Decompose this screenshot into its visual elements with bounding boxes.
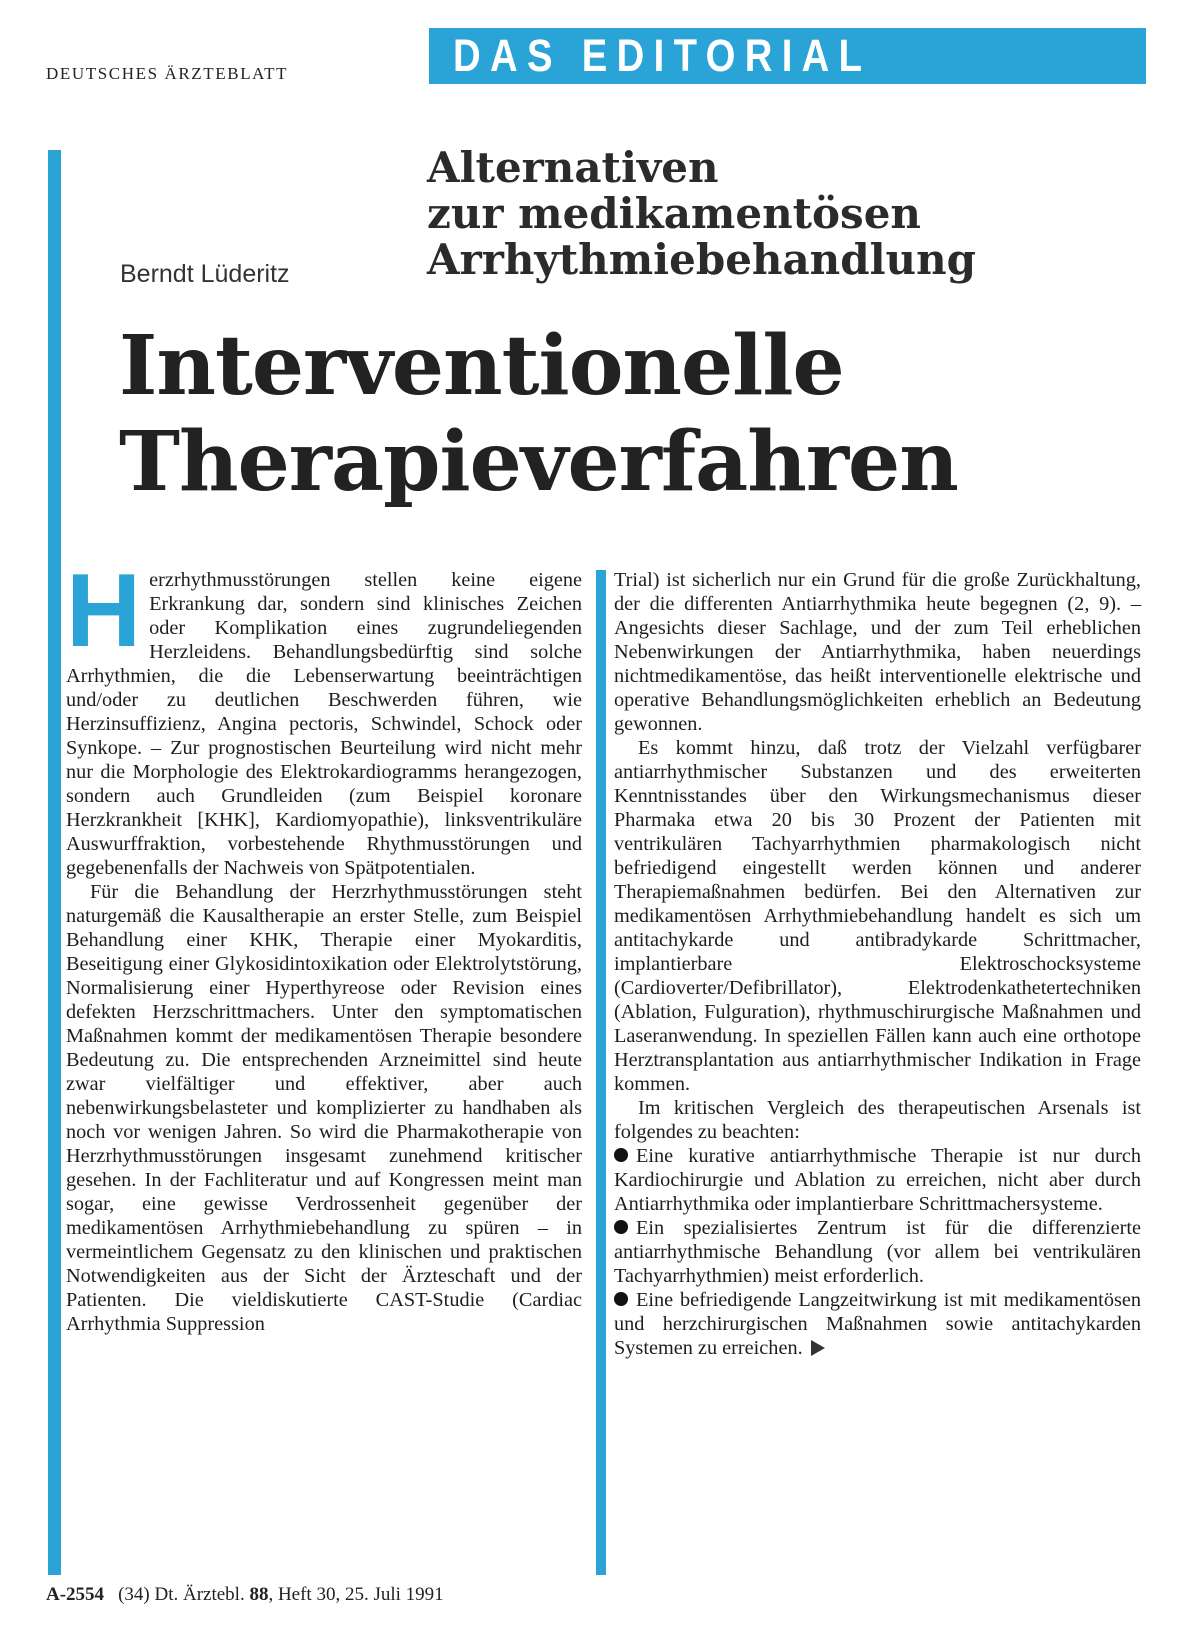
article-subtitle bbox=[427, 145, 976, 283]
title-line: Therapieverfahren bbox=[119, 414, 958, 510]
drop-cap: H bbox=[66, 553, 142, 669]
page-footer bbox=[46, 1584, 444, 1606]
paragraph: Trial) ist sicherlich nur ein Grund für die große Zurückhaltung, der die differenten Antiarrhythmika heute begegnen (2, 9). – Angesichts dieser Sachlage, und der zum Teil erheblichen Nebenwirkungen der Antiarrhythmika, haben neuerdings nichtmedikamentöse, das heißt interventionelle elektrische und operative Behandlungsmöglichkeiten erheblich an Bedeutung gewonnen. bbox=[614, 569, 1141, 735]
paragraph: Es kommt hinzu, daß trotz der Vielzahl verfügbarer antiarrhythmischer Substanzen und des erweiterten Kenntnisstandes über den Wirkungsmechanismus dieser Pharmaka etwa 20 bis 30 Prozent der Patienten mit ventrikulären Tachyarrhythmien pharmakologisch nicht befriedigend eingestellt werden können und anderer Therapiemaßnahmen bedürfen. Bei den Alternativen zur medikamentösen Arrhythmiebehandlung handelt es sich um antitachykarde und antibradykarde Schrittmacher, implantierbare Elektroschocksysteme (Cardioverter/Defibrillator), Elektrodenkathetertechniken (Ablation, Fulguration), rhythmuschirurgische Maßnahmen und Laseranwendung. In speziellen Fällen kann auch eine orthotope Herztransplantation aus antiarrhythmischer Indikation in Frage kommen. bbox=[614, 737, 1141, 1095]
bullet-item bbox=[614, 1144, 1141, 1216]
citation-suffix: , Heft 30, 25. Juli 1991 bbox=[268, 1584, 444, 1605]
subtitle-line: Alternativen bbox=[427, 143, 719, 192]
page-number: A-2554 bbox=[46, 1584, 105, 1605]
paragraph-text: erzrhythmusstörungen stellen keine eigene Erkrankung dar, sondern sind klinisches Zeichen oder Komplikation eines zugrundeliegenden Herzleidens. Behandlungsbedürftig sind solche Arrhythmien, die die Lebenserwartung beeinträchtigen und/oder zu deutlichen Beschwerden führen, wie Herzinsuffizienz, Angina pectoris, Schwindel, Schock oder Synkope. – Zur prognostischen Beurteilung wird nicht mehr nur die Morphologie des Elektrokardiogramms herangezogen, sondern auch Grundleiden (zum Beispiel koronare Herzkrankheit [KHK], Kardiomyopathie), linksventrikuläre Auswurffraktion, vorbestehende Rhythmusstörungen und gegebenenfalls der Nachweis von Spätpotentialen. bbox=[66, 569, 582, 879]
bullet-item bbox=[614, 1216, 1141, 1288]
bullet-text: Eine befriedigende Langzeitwirkung ist mit medikamentösen und herzchirurgischen Maßnahmen sowie antitachykarden Systemen zu erreichen. bbox=[614, 1289, 1141, 1359]
bullet-text: Ein spezialisiertes Zentrum ist für die differenzierte antiarrhythmische Behandlung (vor allem bei ventrikulären Tachyarrhythmien) meist erforderlich. bbox=[614, 1217, 1141, 1287]
continue-triangle-icon bbox=[811, 1340, 825, 1356]
title-line: Interventionelle bbox=[119, 318, 844, 414]
paragraph: Im kritischen Vergleich des therapeutischen Arsenals ist folgendes zu beachten: bbox=[614, 1097, 1141, 1143]
bullet-item bbox=[614, 1288, 1141, 1360]
left-accent-bar bbox=[48, 150, 61, 1575]
subtitle-line: Arrhythmiebehandlung bbox=[427, 235, 976, 284]
paragraph bbox=[66, 553, 582, 880]
bullet-icon bbox=[614, 1292, 628, 1306]
citation-prefix: (34) Dt. Ärztebl. bbox=[118, 1584, 245, 1605]
author-name: Berndt Lüderitz bbox=[120, 260, 290, 288]
subtitle-line: zur medikamentösen bbox=[427, 189, 921, 238]
paragraph: Für die Behandlung der Herzrhythmusstörungen steht naturgemäß die Kausaltherapie an erster Stelle, zum Beispiel Behandlung einer KHK, Therapie einer Myokarditis, Beseitigung einer Glykosidintoxikation oder Elektrolytstörung, Normalisierung einer Hyperthyreose oder Revision eines defekten Herzschrittmachers. Unter den symptomatischen Maßnahmen kommt der medikamentösen Therapie besondere Bedeutung zu. Die entsprechenden Arzneimittel sind heute zwar vielfältiger und effektiver, aber auch nebenwirkungsbelasteter und komplizierter zu handhaben als noch vor wenigen Jahren. So wird die Pharmakotherapie von Herzrhythmusstörungen insgesamt zunehmend kritischer gesehen. In der Fachliteratur und auf Kongressen meint man sogar, eine gewisse Verdrossenheit gegenüber der medikamentösen Arrhythmiebehandlung zu spüren – in vermeintlichem Gegensatz zu den klinischen und praktischen Notwendigkeiten aus der Sicht der Ärzteschaft und der Patienten. Die vieldiskutierte CAST-Studie (Cardiac Arrhythmia Suppression bbox=[66, 881, 582, 1335]
column-divider-bar bbox=[596, 570, 606, 1575]
text-column-right bbox=[614, 568, 1141, 1360]
section-banner bbox=[429, 28, 1146, 84]
bullet-text: Eine kurative antiarrhythmische Therapie ist nur durch Kardiochirurgie und Ablation zu erreichen, nicht aber durch Antiarrhythmika oder implantierbare Schrittmachersysteme. bbox=[614, 1145, 1141, 1215]
text-column-left bbox=[66, 553, 582, 1336]
article-title bbox=[119, 318, 958, 510]
bullet-icon bbox=[614, 1148, 628, 1162]
journal-name: DEUTSCHES ÄRZTEBLATT bbox=[46, 64, 289, 83]
bullet-icon bbox=[614, 1220, 628, 1234]
citation-volume: 88 bbox=[249, 1584, 269, 1605]
section-label: DAS EDITORIAL bbox=[453, 30, 872, 81]
